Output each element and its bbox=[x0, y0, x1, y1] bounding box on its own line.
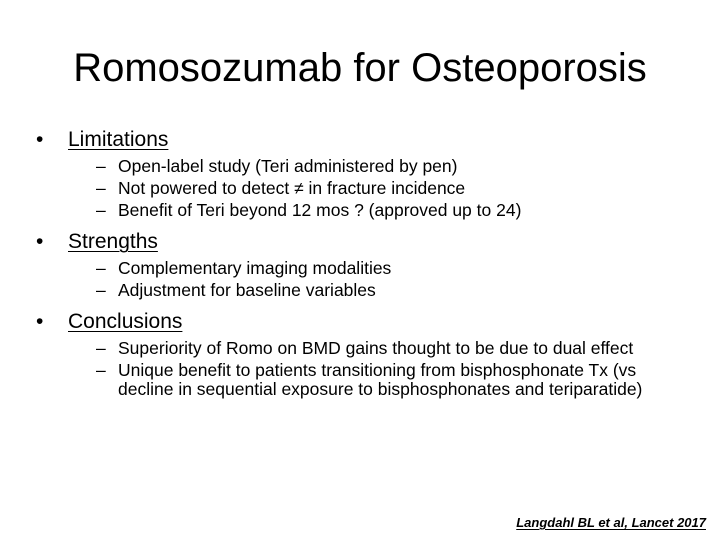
sub-item bbox=[96, 179, 676, 198]
section-header bbox=[36, 308, 676, 336]
section-label-limitations: Limitations bbox=[68, 128, 169, 151]
sub-item-text: Unique benefit to patients transitioning from bisphosphonate Tx (vs decline in sequential exposure to bisphosphonates and teriparatide) bbox=[118, 360, 643, 399]
sub-item bbox=[96, 259, 676, 278]
citation: Langdahl BL et al, Lancet 2017 bbox=[516, 515, 706, 530]
dash-icon: – bbox=[96, 338, 106, 358]
dash-icon: – bbox=[96, 200, 106, 220]
sub-list bbox=[36, 259, 676, 300]
sub-item bbox=[96, 157, 676, 176]
section-header bbox=[36, 126, 676, 154]
slide-title: Romosozumab for Osteoporosis bbox=[73, 46, 647, 90]
sub-item bbox=[96, 281, 676, 300]
section-limitations bbox=[36, 126, 676, 220]
dash-icon: – bbox=[96, 258, 106, 278]
sub-item-text: Benefit of Teri beyond 12 mos ? (approved up to 24) bbox=[118, 200, 522, 220]
sub-item-text: Open-label study (Teri administered by pen) bbox=[118, 156, 458, 176]
section-label-conclusions: Conclusions bbox=[68, 310, 183, 333]
bullet-list bbox=[36, 126, 676, 402]
sub-list bbox=[36, 339, 676, 399]
dash-icon: – bbox=[96, 280, 106, 300]
section-label-strengths: Strengths bbox=[68, 230, 158, 253]
bullet-icon: • bbox=[36, 230, 44, 253]
sub-item bbox=[96, 339, 676, 358]
section-conclusions bbox=[36, 308, 676, 399]
dash-icon: – bbox=[96, 178, 106, 198]
section-strengths bbox=[36, 228, 676, 300]
sub-item-text: Not powered to detect ≠ in fracture incidence bbox=[118, 178, 466, 198]
section-header bbox=[36, 228, 676, 256]
sub-item-text: Complementary imaging modalities bbox=[118, 258, 392, 278]
sub-item bbox=[96, 361, 676, 399]
sub-item-text: Superiority of Romo on BMD gains thought to be due to dual effect bbox=[118, 338, 634, 358]
dash-icon: – bbox=[96, 360, 106, 380]
sub-list bbox=[36, 157, 676, 220]
sub-item-text: Adjustment for baseline variables bbox=[118, 280, 376, 300]
dash-icon: – bbox=[96, 156, 106, 176]
sub-item bbox=[96, 201, 676, 220]
bullet-icon: • bbox=[36, 310, 44, 333]
bullet-icon: • bbox=[36, 128, 44, 151]
